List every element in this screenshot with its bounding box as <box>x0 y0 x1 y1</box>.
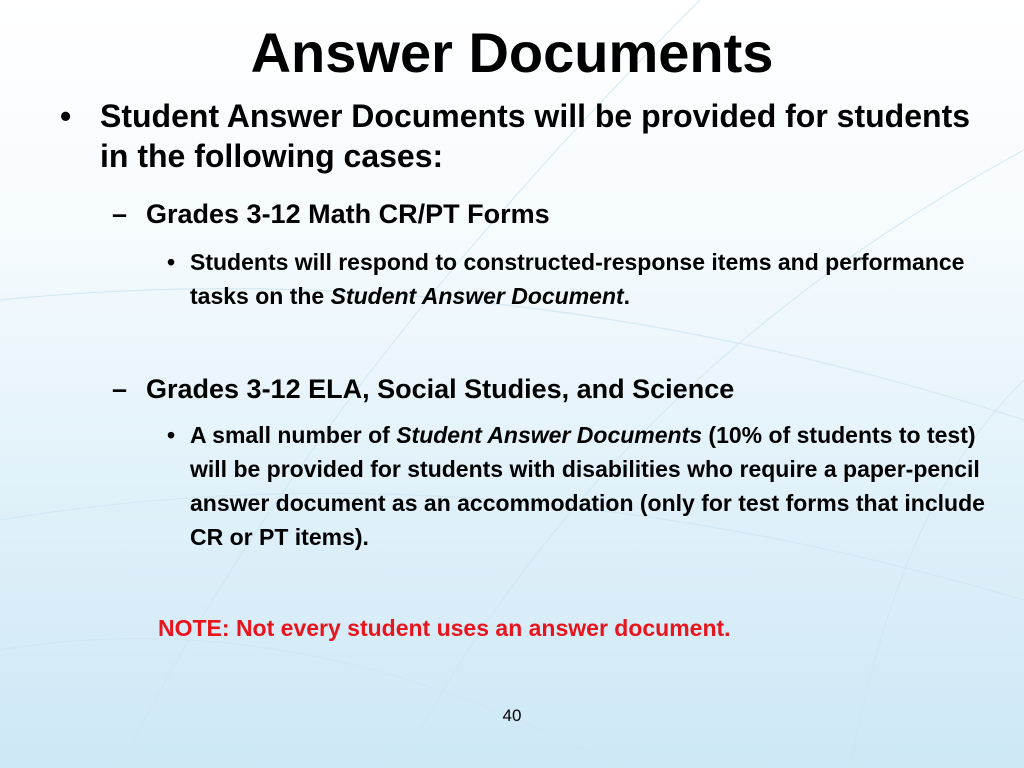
sub-bullet-heading: Grades 3-12 ELA, Social Studies, and Science <box>146 374 735 404</box>
sub-bullet-math-forms <box>112 197 966 231</box>
sub-bullet-ela-forms <box>112 372 966 406</box>
bullet-marker: • <box>167 422 176 448</box>
detail-ela-forms <box>167 418 990 554</box>
detail-text: Students will respond to constructed-response items and performance tasks on the <box>190 249 965 309</box>
slide-title: Answer Documents <box>250 21 774 84</box>
note-text: NOTE: Not every student uses an answer document. <box>158 615 731 641</box>
detail-math-forms <box>167 245 990 313</box>
detail-text: A small number of <box>190 422 397 448</box>
detail-text-end: . <box>623 283 631 309</box>
dash-marker: – <box>112 374 128 404</box>
bullet-marker: • <box>167 249 176 275</box>
detail-italic: Student Answer Documents <box>396 422 703 448</box>
page-number: 40 <box>502 706 522 725</box>
sub-bullet-heading: Grades 3-12 Math CR/PT Forms <box>146 199 550 229</box>
bullet-marker: • <box>60 98 72 134</box>
bullet-student-answer-documents <box>60 96 971 176</box>
bullet-text: Student Answer Documents will be provided for students in the following cases: <box>100 98 971 174</box>
dash-marker: – <box>112 199 128 229</box>
detail-italic: Student Answer Document <box>330 283 624 309</box>
detail-text-end: (10% of students to test) will be provided for students with disabilities who require a paper-pencil answer document as an accommodation (only for test forms that include CR or PT items). <box>190 422 985 550</box>
